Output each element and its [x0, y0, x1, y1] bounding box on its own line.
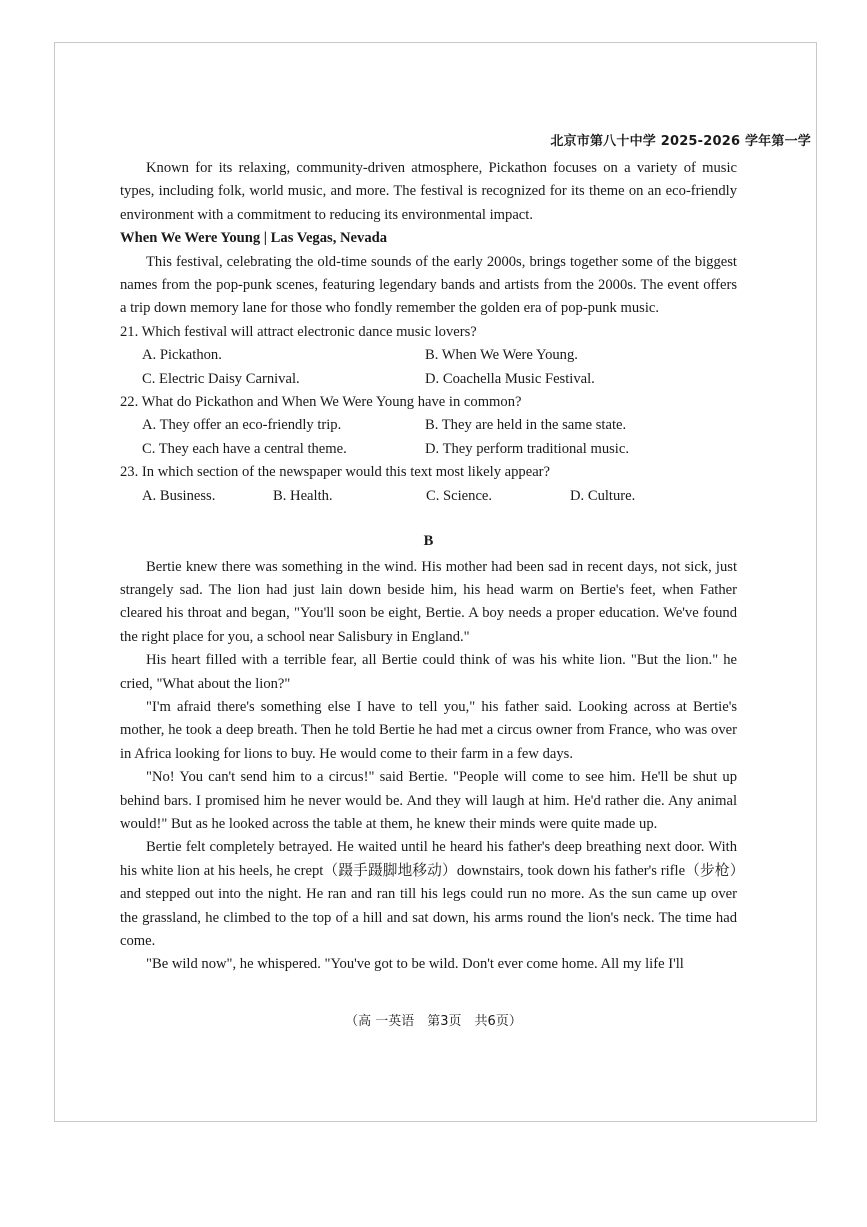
page-footer: （高 一英语 第3页 共6页）	[345, 1014, 522, 1029]
option-b: B. They are held in the same state.	[425, 417, 627, 434]
question-22	[120, 391, 737, 461]
option-d: D. Coachella Music Festival.	[425, 370, 595, 387]
option-b: B. When We Were Young.	[425, 347, 578, 364]
option-a: A. They offer an eco-friendly trip.	[142, 417, 342, 434]
option-a: A. Pickathon.	[142, 347, 222, 364]
page-content	[120, 157, 737, 977]
story-paragraph-2: His heart filled with a terrible fear, all Bertie could think of was his white lion. "But the lion." he cried, "What about the lion?"	[120, 652, 737, 692]
option-d: D. They perform traditional music.	[425, 440, 629, 457]
option-b: B. Health.	[273, 487, 333, 504]
option-c: C. They each have a central theme.	[142, 440, 347, 457]
option-c: C. Electric Daisy Carnival.	[142, 370, 300, 387]
option-d: D. Culture.	[570, 487, 636, 504]
story-paragraph-3: "I'm afraid there's something else I have to tell you," his father said. Looking across at Bertie's mother, he took a deep breath. Then he told Bertie he had met a circus owner from France, who was over in Africa looking for lions to buy. He would come to their farm in a few days.	[120, 698, 737, 762]
answer-options	[142, 344, 737, 391]
option-a: A. Business.	[142, 487, 216, 504]
story-paragraph-6: "Be wild now", he whispered. "You've got to be wild. Don't ever come home. All my life I'll	[146, 956, 684, 973]
answer-options	[142, 485, 737, 508]
question-23	[120, 461, 737, 508]
question-stem: 23. In which section of the newspaper would this text most likely appear?	[120, 464, 551, 481]
answer-options	[142, 414, 737, 461]
question-21	[120, 321, 737, 391]
school-header-stamp: 北京市第八十中学 2025-2026 学年第一学	[550, 134, 811, 149]
pickathon-paragraph: Known for its relaxing, community-driven atmosphere, Pickathon focuses on a variety of music types, including folk, world music, and more. The festival is recognized for its theme on an eco-friendly environment with a commitment to reducing its environmental impact.	[120, 160, 737, 223]
when-we-were-young-paragraph: This festival, celebrating the old-time sounds of the early 2000s, brings together some of the biggest names from the pop-punk scenes, featuring legendary bands and artists from the 2000s. The event offers a trip down memory lane for those who fondly remember the golden era of pop-punk music.	[120, 253, 737, 317]
festival-heading-when-we-were-young: When We Were Young | Las Vegas, Nevada	[120, 230, 388, 247]
question-stem: 21. Which festival will attract electronic dance music lovers?	[120, 323, 477, 340]
option-c: C. Science.	[426, 487, 493, 504]
question-stem: 22. What do Pickathon and When We Were Young have in common?	[120, 394, 522, 411]
story-paragraph-4: "No! You can't send him to a circus!" said Bertie. "People will come to see him. He'll be shut up behind bars. I promised him he never would be. And they will laugh at him. He'd rather die. Any animal would!" But as he looked across the table at them, he knew their minds were quite made up.	[120, 769, 737, 832]
story-paragraph-1: Bertie knew there was something in the wind. His mother had been sad in recent days, not sick, just strangely sad. The lion had just lain down beside him, his head warm on Bertie's feet, when Father cleared his throat and began, "You'll soon be eight, Bertie. A boy needs a proper education. We've found the right place for you, a school near Salisbury in England."	[120, 558, 737, 645]
section-b-heading: B	[423, 533, 434, 550]
story-paragraph-5: Bertie felt completely betrayed. He waited until he heard his father's deep breathing next door. With his white lion at his heels, he crept（蹑手蹑脚地移动）downstairs, took down his father's rifle（步枪）and stepped out into the night. He ran and ran till his legs could run no more. As the sun came up over the grassland, he climbed to the top of a hill and sat down, his arms round the lion's neck. The time had come.	[120, 839, 737, 949]
